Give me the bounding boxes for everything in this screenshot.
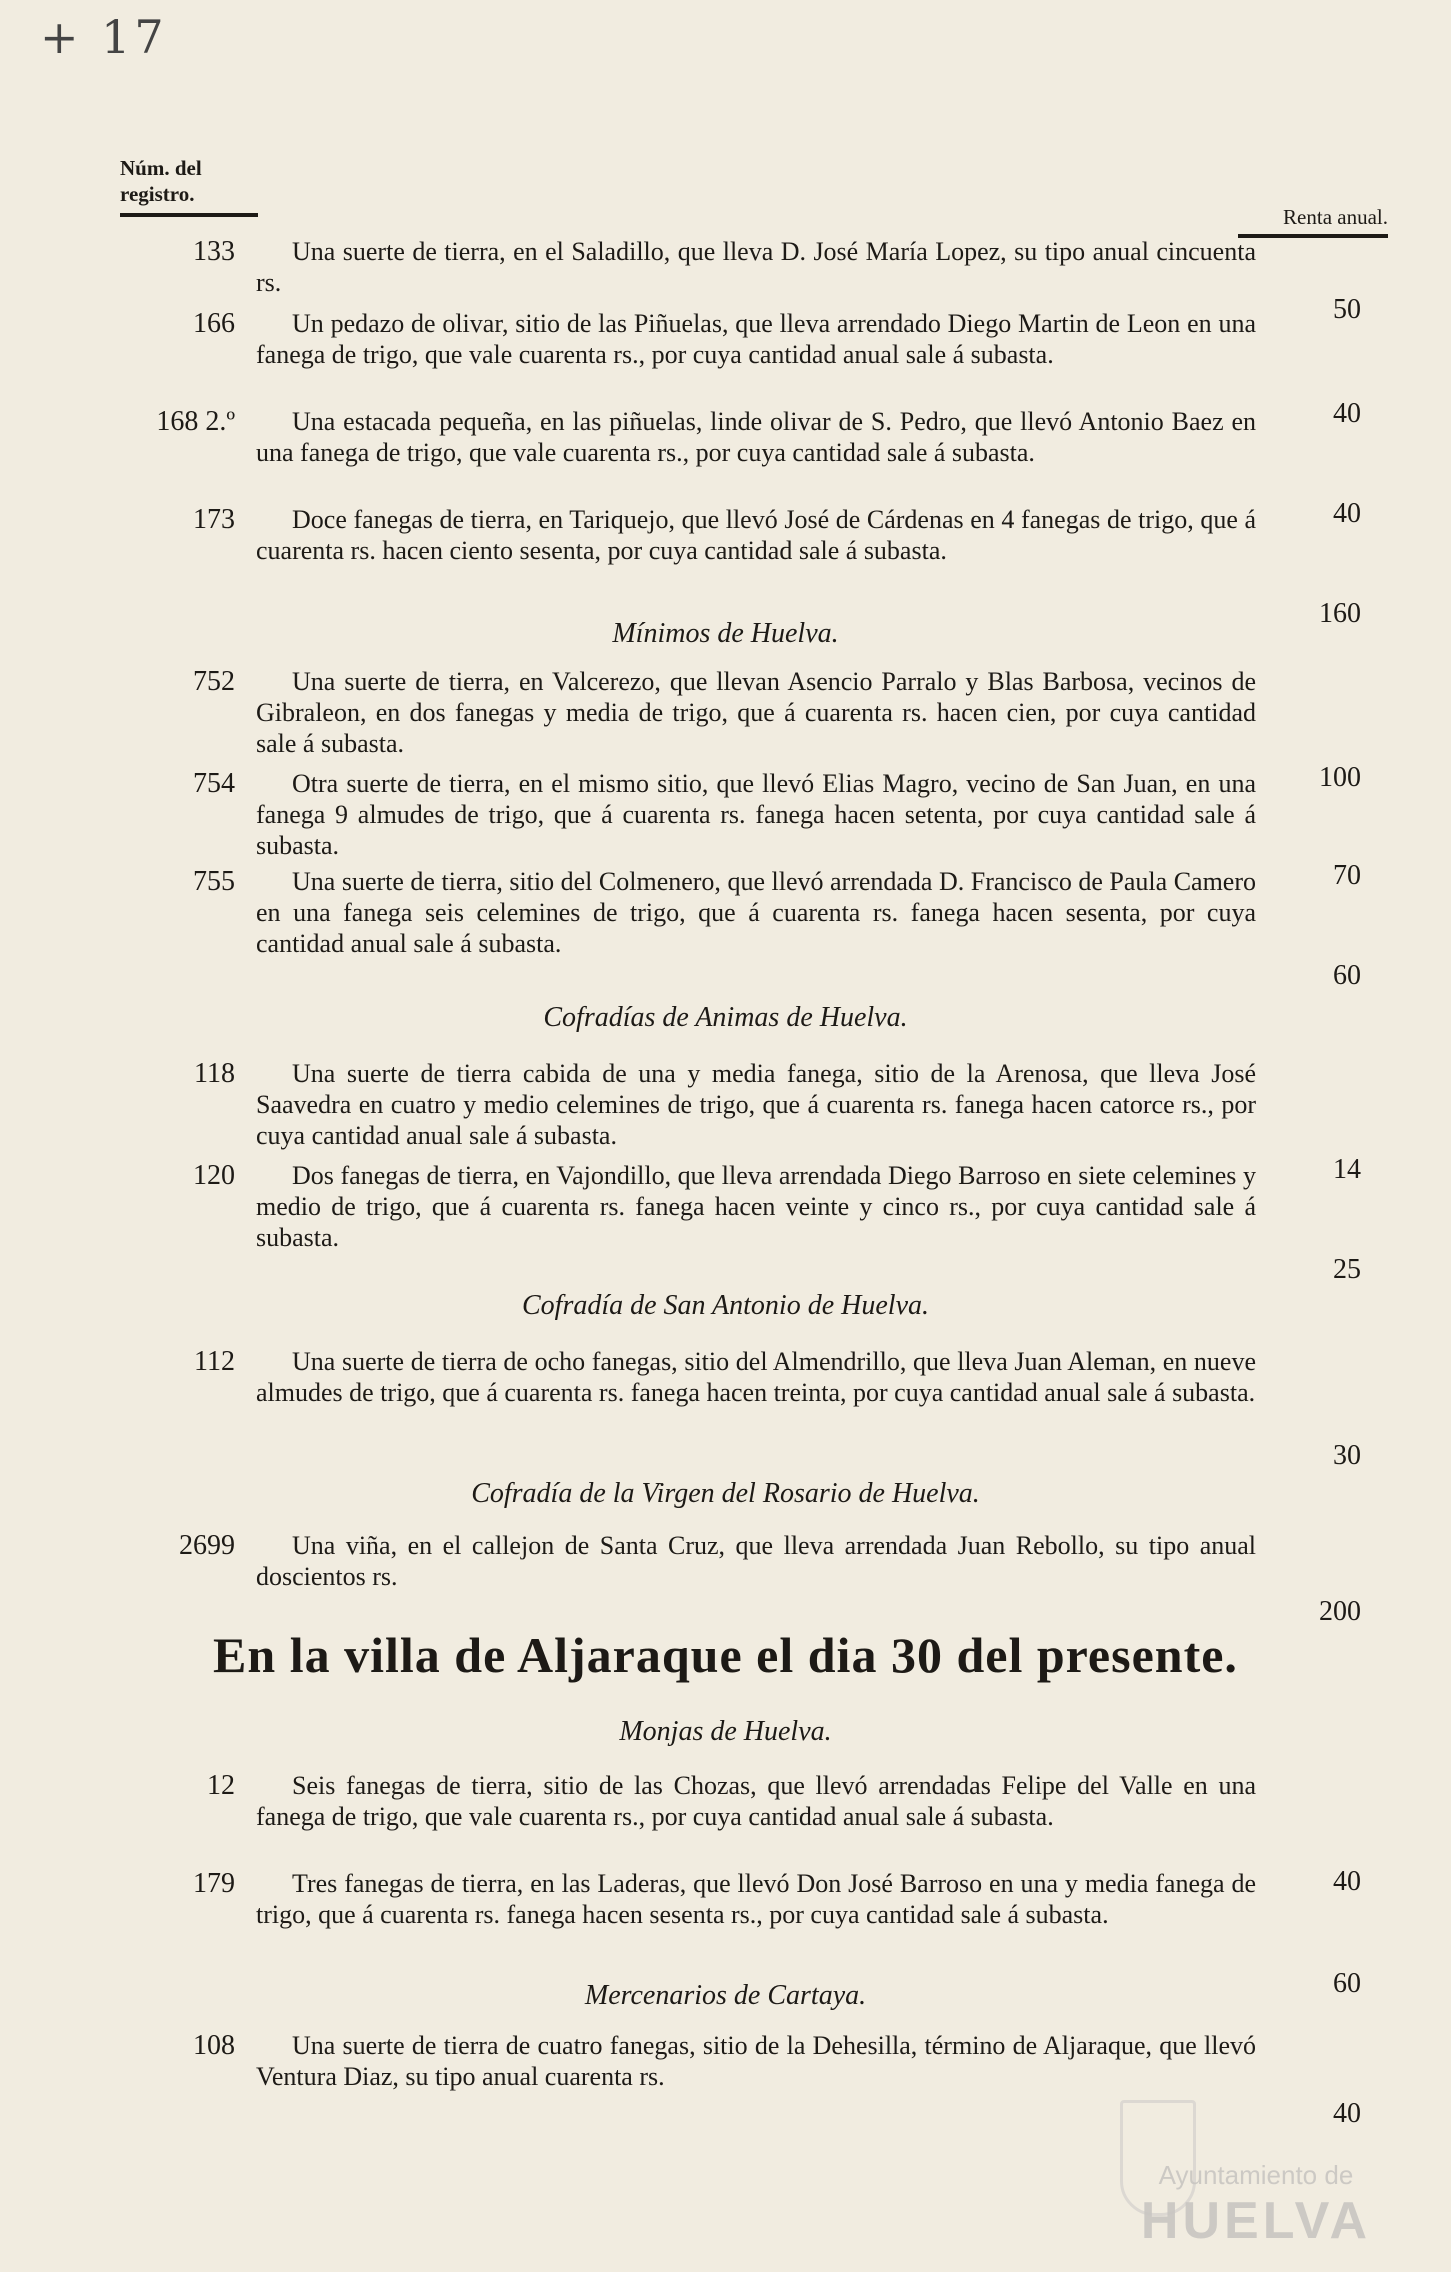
entry-text: Un pedazo de olivar, sitio de las Piñuelas, que lleva arrendado Diego Martin de Leon en una fanega de trigo, que vale cuarenta rs., por cuya cantidad anual sale á subasta.	[256, 309, 1256, 369]
entry-text: Una viña, en el callejon de Santa Cruz, que lleva arrendada Juan Rebollo, su tipo anual doscientos rs.	[256, 1531, 1256, 1591]
annual-rent: 40	[1333, 498, 1361, 529]
register-number: 118	[194, 1058, 235, 1089]
entry-text: Una estacada pequeña, en las piñuelas, linde olivar de S. Pedro, que llevó Antonio Baez en una fanega de trigo, que vale cuarenta rs., por cuya cantidad sale á subasta.	[256, 407, 1256, 467]
annual-rent-label: Renta anual.	[1283, 205, 1388, 229]
annual-rent: 160	[1319, 598, 1361, 629]
watermark-line1: Ayuntamiento de	[1158, 2160, 1354, 2190]
register-number: 12	[207, 1770, 235, 1801]
watermark	[1141, 2160, 1371, 2251]
annual-rent: 200	[1319, 1596, 1361, 1627]
section-heading: Cofradía de la Virgen del Rosario de Huelva.	[471, 1478, 980, 1509]
register-number: 755	[193, 866, 235, 897]
header-rule-right	[1238, 234, 1388, 238]
entry-text: Una suerte de tierra, sitio del Colmenero, que llevó arrendada D. Francisco de Paula Camero en una fanega seis celemines de trigo, que á cuarenta rs. fanega hacen sesenta, por cuya cantidad anual sale á subasta.	[256, 867, 1256, 958]
entry-text: Dos fanegas de tierra, en Vajondillo, que lleva arrendada Diego Barroso en siete celemines y medio de trigo, que á cuarenta rs. fanega hacen veinte y cinco rs., por cuya cantidad sale á subasta.	[256, 1161, 1256, 1252]
watermark-line2: HUELVA	[1140, 2192, 1371, 2250]
annual-rent: 50	[1333, 294, 1361, 325]
entry-text: Tres fanegas de tierra, en las Laderas, que llevó Don José Barroso en una y media fanega de trigo, que á cuarenta rs. fanega hacen sesenta rs., por cuya cantidad sale á subasta.	[256, 1869, 1256, 1929]
entry-text: Otra suerte de tierra, en el mismo sitio, que llevó Elias Magro, vecino de San Juan, en una fanega 9 almudes de trigo, que á cuarenta rs. fanega hacen setenta, por cuya cantidad sale á subasta.	[256, 769, 1256, 860]
register-number: 166	[193, 308, 235, 339]
section-heading: Mínimos de Huelva.	[612, 618, 839, 649]
entry-text: Una suerte de tierra cabida de una y media fanega, sitio de la Arenosa, que lleva José Saavedra en cuatro y medio celemines de trigo, que á cuarenta rs. fanega hacen catorce rs., por cuya cantidad anual sale á subasta.	[256, 1059, 1256, 1150]
entry-text: Doce fanegas de tierra, en Tariquejo, que llevó José de Cárdenas en 4 fanegas de trigo, que á cuarenta rs. hacen ciento sesenta, por cuya cantidad sale á subasta.	[256, 505, 1256, 565]
annual-rent: 60	[1333, 1968, 1361, 1999]
entry-text: Una suerte de tierra de ocho fanegas, sitio del Almendrillo, que lleva Juan Aleman, en nueve almudes de trigo, que á cuarenta rs. fanega hacen treinta, por cuya cantidad anual sale á subasta.	[256, 1347, 1256, 1407]
section-heading: Monjas de Huelva.	[619, 1716, 832, 1747]
annual-rent: 70	[1333, 860, 1361, 891]
annual-rent: 40	[1333, 398, 1361, 429]
entry-text: Una suerte de tierra de cuatro fanegas, sitio de la Dehesilla, término de Aljaraque, que llevó Ventura Diaz, su tipo anual cuarenta rs.	[256, 2031, 1256, 2091]
annual-rent: 40	[1333, 2098, 1361, 2129]
header-rule-left	[120, 213, 258, 217]
annual-rent: 40	[1333, 1866, 1361, 1897]
register-number: 173	[193, 504, 235, 535]
annual-rent: 60	[1333, 960, 1361, 991]
entry-text: Una suerte de tierra, en Valcerezo, que llevan Asencio Parralo y Blas Barbosa, vecinos de Gibraleon, en dos fanegas y media de trigo, que á cuarenta rs. hacen cien, por cuya cantidad sale á subasta.	[256, 667, 1256, 758]
annual-rent: 100	[1319, 762, 1361, 793]
register-number-label: Núm. del registro.	[120, 156, 202, 206]
handwritten-note: + 17	[40, 10, 168, 64]
section-heading: Mercenarios de Cartaya.	[584, 1980, 867, 2011]
annual-rent: 25	[1333, 1254, 1361, 1285]
register-number: 168 2.º	[156, 406, 235, 437]
entry-text: Seis fanegas de tierra, sitio de las Chozas, que llevó arrendadas Felipe del Valle en una fanega de trigo, que vale cuarenta rs., por cuya cantidad anual sale á subasta.	[256, 1771, 1256, 1831]
section-heading: Cofradía de San Antonio de Huelva.	[522, 1290, 929, 1321]
annual-rent: 14	[1333, 1154, 1361, 1185]
entry-text: Una suerte de tierra, en el Saladillo, que lleva D. José María Lopez, su tipo anual cincuenta rs.	[256, 237, 1256, 297]
annual-rent: 30	[1333, 1440, 1361, 1471]
page-title: En la villa de Aljaraque el dia 30 del presente.	[213, 1627, 1238, 1683]
register-number: 108	[193, 2030, 235, 2061]
register-number: 2699	[179, 1530, 235, 1561]
register-number: 112	[194, 1346, 235, 1377]
register-number: 179	[193, 1868, 235, 1899]
annual-rent-column-header	[1238, 205, 1388, 238]
register-number: 754	[193, 768, 235, 799]
register-number: 133	[193, 236, 235, 267]
register-number-column-header	[120, 155, 260, 217]
register-number: 120	[193, 1160, 235, 1191]
register-number: 752	[193, 666, 235, 697]
section-heading: Cofradías de Animas de Huelva.	[543, 1002, 908, 1033]
